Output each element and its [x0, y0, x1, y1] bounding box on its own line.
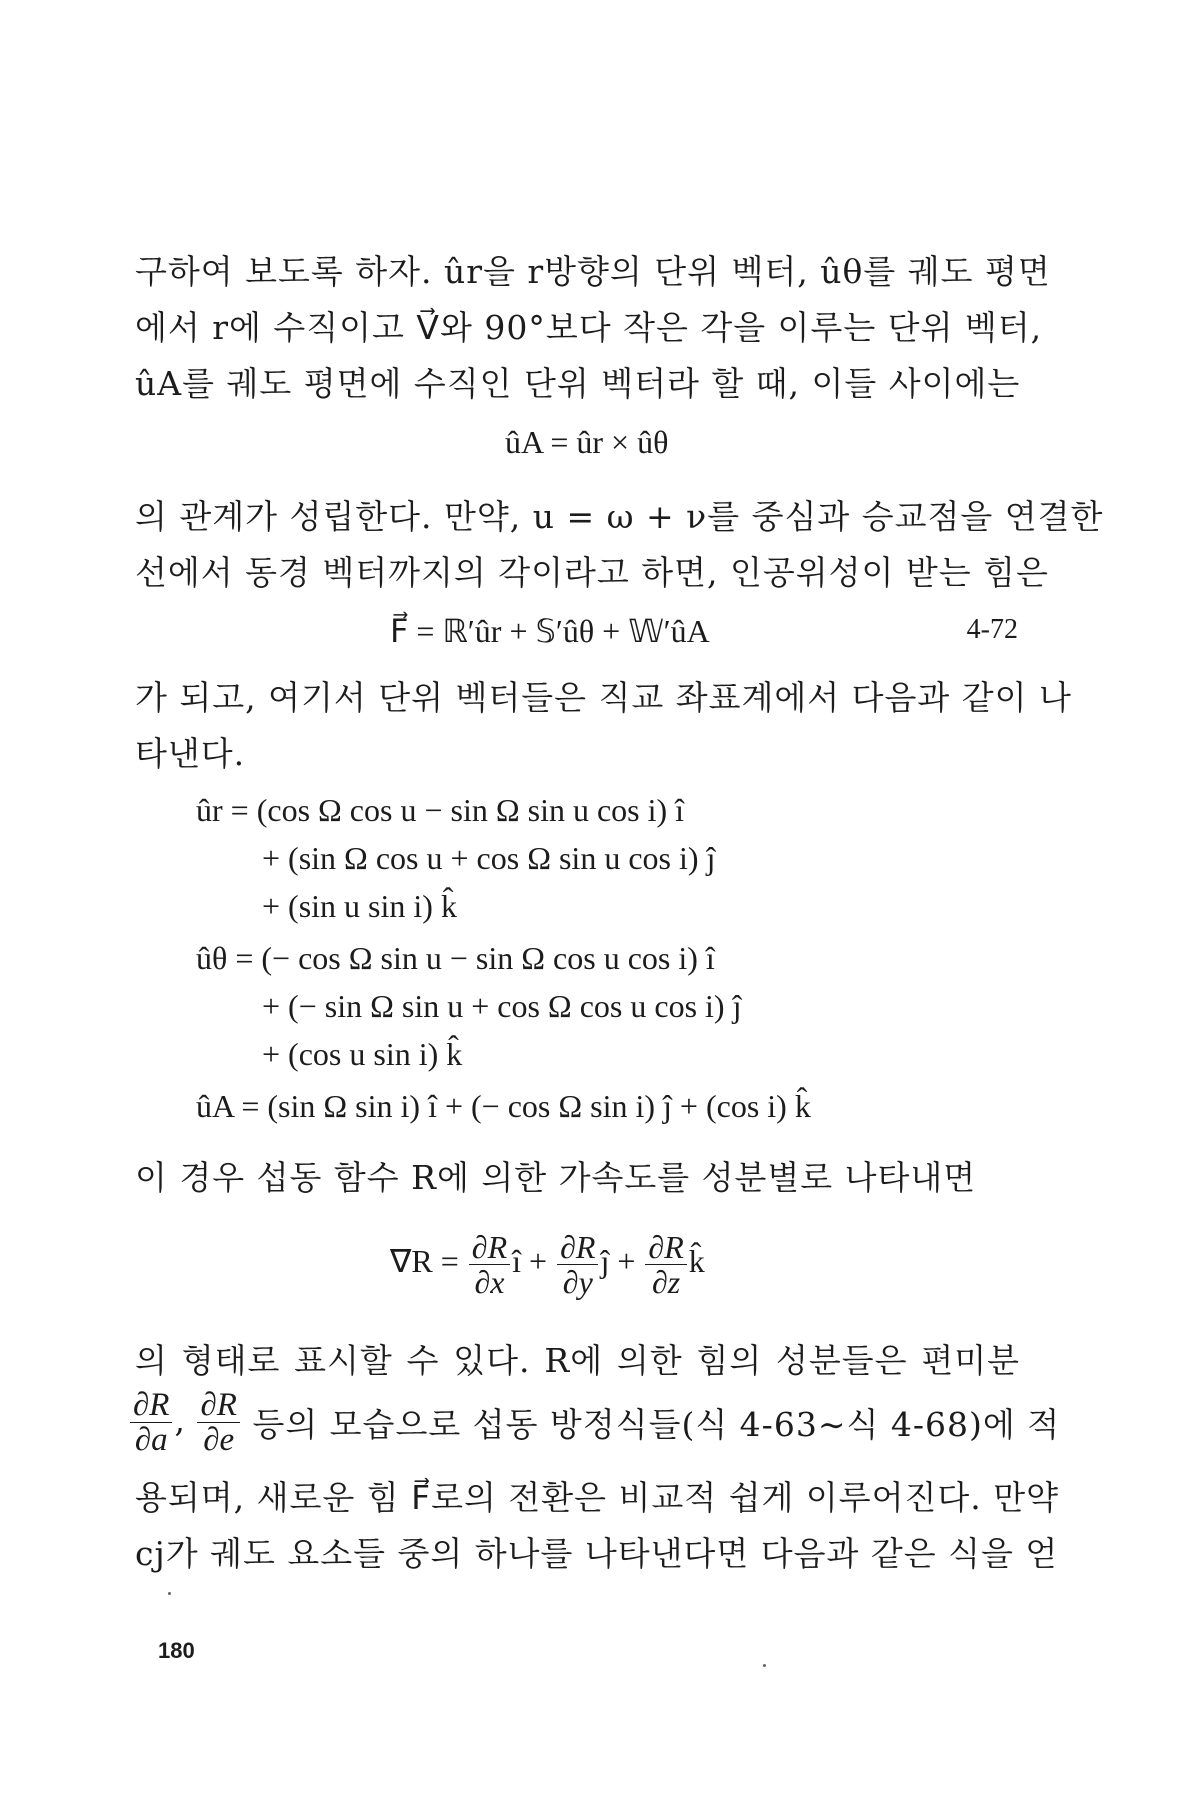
fraction-denominator: ∂y: [562, 1264, 593, 1300]
fraction-numerator: ∂R: [197, 1388, 239, 1423]
scan-speck: [763, 1664, 766, 1667]
fraction-denominator: ∂z: [651, 1264, 681, 1300]
equation-u-theta-line3: + (cos u sin i) k̂: [262, 1036, 463, 1072]
equation-u-a: ûA = (sin Ω sin i) î + (− cos Ω sin i) ĵ + (cos i) k̂: [196, 1088, 811, 1124]
paragraph-3: [135, 670, 1072, 782]
gradient-lhs: ∇R =: [390, 1242, 459, 1279]
text-line: 등의 모습으로 섭동 방정식들(식 4-63∼식 4-68)에 적: [252, 1405, 1061, 1444]
equation-force: F⃗ = ℝ′ûr + 𝕊′ûθ + 𝕎′ûA: [390, 613, 710, 649]
text-line: 용되며, 새로운 힘 F⃗로의 전환은 비교적 쉽게 이루어진다. 만약: [135, 1478, 1059, 1517]
equation-u-r-line1: ûr = (cos Ω cos u − sin Ω sin u cos i) î: [196, 792, 685, 828]
text-line: 에서 r에 수직이고 V⃗와 90°보다 작은 각을 이루는 단위 벡터,: [135, 308, 1043, 347]
fraction-dr-da: [130, 1388, 172, 1457]
text-line: 이 경우 섭동 함수 R에 의한 가속도를 성분별로 나타내면: [135, 1158, 977, 1197]
partials-line: [128, 1387, 1061, 1468]
fraction-numerator: ∂R: [130, 1388, 172, 1423]
equation-number: 4-72: [966, 614, 1018, 645]
fraction-numerator: ∂R: [645, 1230, 686, 1265]
equation-u-theta-line2: + (− sin Ω sin u + cos Ω cos u cos i) ĵ: [262, 988, 742, 1024]
paragraph-5-cont: [135, 1470, 1059, 1582]
text-line: 의 형태로 표시할 수 있다. R에 의한 힘의 성분들은 편미분: [135, 1341, 1020, 1380]
paragraph-2: [135, 489, 1104, 601]
fraction-dr-dz: [645, 1230, 686, 1299]
equation-u-theta-line1: ûθ = (− cos Ω sin u − sin Ω cos u cos i) î: [196, 940, 715, 976]
plus-sign: +: [529, 1242, 548, 1279]
fraction-dr-dx: [469, 1230, 510, 1299]
text-line: cj가 궤도 요소들 중의 하나를 나타낸다면 다음과 같은 식을 얻: [135, 1534, 1059, 1573]
fraction-numerator: ∂R: [469, 1230, 510, 1265]
unit-k: k̂: [688, 1242, 705, 1279]
text-line: 의 관계가 성립한다. 만약, u = ω + ν를 중심과 승교점을 연결한: [135, 497, 1104, 536]
fraction-numerator: ∂R: [557, 1230, 598, 1265]
comma: ,: [174, 1400, 185, 1440]
equation-gradient: [390, 1230, 705, 1299]
fraction-denominator: ∂e: [203, 1422, 235, 1458]
unit-i: î: [512, 1242, 522, 1279]
text-line: 선에서 동경 벡터까지의 각이라고 하면, 인공위성이 받는 힘은: [135, 553, 1049, 592]
text-line: 타낸다.: [135, 734, 246, 773]
fraction-denominator: ∂a: [134, 1422, 168, 1458]
text-line: 구하여 보도록 하자. ûr을 r방향의 단위 벡터, ûθ를 궤도 평면: [135, 252, 1051, 291]
page-number: 180: [158, 1638, 195, 1663]
equation-u-r-line3: + (sin u sin i) k̂: [262, 888, 457, 924]
scan-speck: [168, 1592, 171, 1595]
fraction-denominator: ∂x: [474, 1264, 505, 1300]
plus-sign: +: [617, 1242, 636, 1279]
fraction-dr-de: [197, 1388, 239, 1457]
unit-j: ĵ: [600, 1242, 610, 1279]
text-line: 가 되고, 여기서 단위 벡터들은 직교 좌표계에서 다음과 같이 나: [135, 678, 1072, 717]
paragraph-4: [135, 1150, 1020, 1206]
text-line: ûA를 궤도 평면에 수직인 단위 벡터라 할 때, 이들 사이에는: [135, 364, 1021, 403]
paragraph-1: [135, 244, 1051, 412]
equation-cross-product: ûA = ûr × ûθ: [505, 424, 669, 460]
equation-u-r-line2: + (sin Ω cos u + cos Ω sin u cos i) ĵ: [262, 840, 716, 876]
paragraph-5: [135, 1333, 1020, 1389]
fraction-dr-dy: [557, 1230, 598, 1299]
